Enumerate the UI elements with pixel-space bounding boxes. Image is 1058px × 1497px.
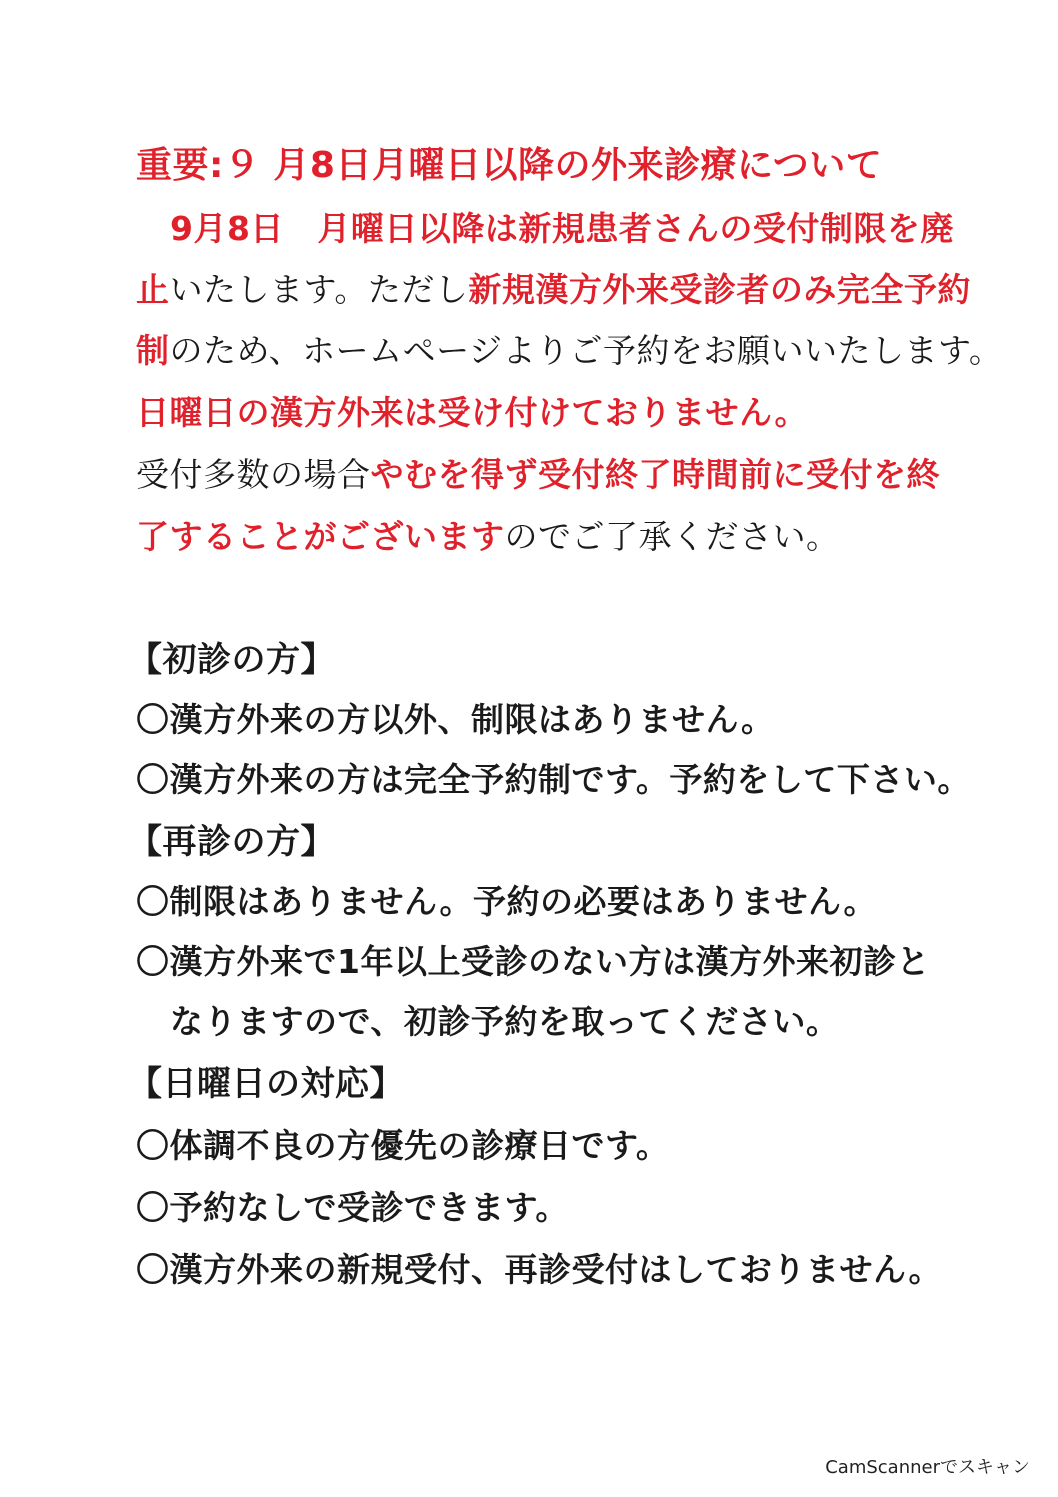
notice-title: 重要:９ 月8日月曜日以降の外来診療について bbox=[136, 145, 883, 186]
notice-para1-line2-red1: 止 bbox=[136, 270, 170, 309]
notice-para2-line2-black: のでご了承ください。 bbox=[504, 517, 840, 556]
notice-para2-line2 bbox=[136, 517, 840, 557]
return-visit-heading: 【再診の方】 bbox=[128, 822, 335, 862]
notice-para2-line1 bbox=[136, 455, 940, 495]
sunday-notice: 日曜日の漢方外来は受け付けておりません。 bbox=[136, 393, 808, 432]
first-visit-item: 〇漢方外来の方以外、制限はありません。 bbox=[136, 700, 775, 739]
notice-para2-line2-red: 了することがございます bbox=[136, 517, 505, 556]
notice-para1-line3-red: 制 bbox=[136, 331, 170, 370]
notice-para1-line2-red2: 新規漢方外来受診者のみ完全予約 bbox=[468, 270, 971, 309]
camscanner-watermark: CamScannerでスキャン bbox=[825, 1457, 1030, 1478]
notice-para1-line2-black: いたします。ただし bbox=[169, 270, 469, 309]
sunday-item: 〇予約なしで受診できます。 bbox=[136, 1188, 569, 1227]
notice-para1-line1: 9月8日 月曜日以降は新規患者さんの受付制限を廃 bbox=[170, 209, 954, 248]
sunday-item: 〇漢方外来の新規受付、再診受付はしておりません。 bbox=[136, 1250, 942, 1289]
sunday-heading: 【日曜日の対応】 bbox=[128, 1064, 404, 1104]
return-visit-item-continuation: なりますので、初診予約を取ってください。 bbox=[170, 1002, 840, 1041]
notice-para2-line1-black: 受付多数の場合 bbox=[136, 455, 371, 494]
return-visit-item: 〇制限はありません。予約の必要はありません。 bbox=[136, 882, 877, 921]
notice-para1-line2 bbox=[136, 270, 971, 310]
notice-para2-line1-red: やむを得ず受付終了時間前に受付を終 bbox=[370, 455, 940, 494]
sunday-item: 〇体調不良の方優先の診療日です。 bbox=[136, 1126, 670, 1165]
notice-para1-line3 bbox=[136, 331, 1002, 371]
first-visit-heading: 【初診の方】 bbox=[128, 640, 335, 680]
return-visit-item: 〇漢方外来で1年以上受診のない方は漢方外来初診と bbox=[136, 942, 930, 981]
first-visit-item: 〇漢方外来の方は完全予約制です。予約をして下さい。 bbox=[136, 760, 971, 799]
notice-para1-line3-black: のため、ホームページよりご予約をお願いいたします。 bbox=[169, 331, 1003, 370]
